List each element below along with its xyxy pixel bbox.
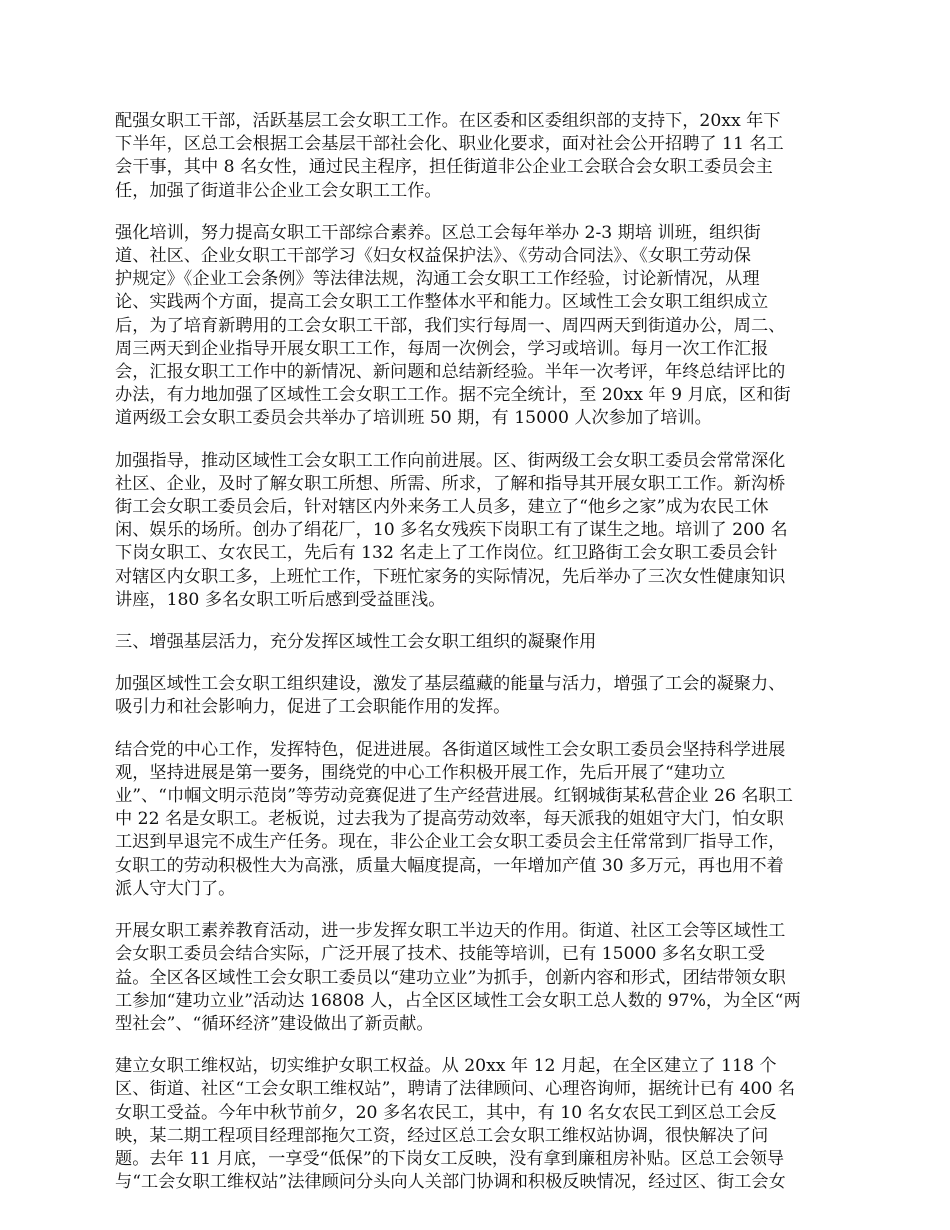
paragraph-quality-education: 开展女职工素养教育活动，进一步发挥女职工半边天的作用。街道、社区工会等区域性工 会女职工委员会结合实际，广泛开展了技术、技能等培训，已有 15000 多名女职工受 益。全区各区域性工会女职工委员以“建功立业”为抓手，创新内容和形式，团结带领女职 工参加“建功立业”活动达 16808 人，占全区区域性工会女职工总人数的 97%，为全区“两 型社会”、“循环经济”建设做出了新贡献。 <box>115 921 801 1034</box>
paragraph-guidance: 加强指导，推动区域性工会女职工工作向前进展。区、街两级工会女职工委员会常常深化 社区、企业，及时了解女职工所想、所需、所求，了解和指导其开展女职工工作。新沟桥 街工会女职工委员会后，针对辖区内外来务工人员多，建立了“他乡之家”成为农民工休 闲、娱乐的场所。创办了绢花厂，10 多名女残疾下岗职工有了谋生之地。培训了 200 名 下岗女职工、女农民工，先后有 132 名走上了工作岗位。红卫路街工会女职工委员会针 对辖区内女职工多，上班忙工作，下班忙家务的实际情况，先后举办了三次女性健康知识 讲座，180 多名女职工听后感到受益匪浅。 <box>115 450 788 610</box>
paragraph-training: 强化培训，努力提高女职工干部综合素养。区总工会每年举办 2-3 期培 训班，组织街 道、社区、企业女职工干部学习《妇女权益保护法》、《劳动合同法》、《女职工劳动保 护规定》《企业工会条例》等法律法规，沟通工会女职工工作经验，讨论新情况，从理 论、实践两个方面，提高工会女职工工作整体水平和能力。区域性工会女职工组织成立 后，为了培育新聘用的工会女职工干部，我们实行每周一、周四两天到街道办公，周二、 周三两天到企业指导开展女职工工作，每周一次例会，学习或培训。每月一次工作汇报 会，汇报女职工工作中的新情况、新问题和总结新经验。半年一次考评，年终总结评比的 办法，有力地加强了区域性工会女职工工作。据不完全统计，至 20xx 年 9 月底，区和街 道两级工会女职工委员会共举办了培训班 50 期，有 15000 人次参加了培训。 <box>115 222 791 429</box>
paragraph-organization-building: 加强区域性工会女职工组织建设，激发了基层蕴藏的能量与活力，增强了工会的凝聚力、 吸引力和社会影响力，促进了工会职能作用的发挥。 <box>115 674 786 718</box>
paragraph-rights-station: 建立女职工维权站，切实维护女职工权益。从 20xx 年 12 月起，在全区建立了 118 个 区、街道、社区“工会女职工维权站”，聘请了法律顾问、心理咨询师，据统计已有 400 名 女职工受益。今年中秋节前夕，20 多名农民工，其中，有 10 名女农民工到区总工会反 映，某二期工程项目经理部拖欠工资，经过区总工会女职工维权站协调，很快解决了问 题。去年 11 月底，一享受“低保”的下岗女工反映，没有拿到廉租房补贴。区总工会领导 与“工会女职工维权站”法律顾问分头向人关部门协调和积极反映情况，经过区、街工会女 <box>115 1056 796 1193</box>
paragraph-party-work: 结合党的中心工作，发挥特色，促进进展。各街道区域性工会女职工委员会坚持科学进展 观，坚持进展是第一要务，围绕党的中心工作积极开展工作，先后开展了“建功立 业”、“巾帼文明示范岗”等劳动竞赛促进了生产经营进展。红钢城街某私营企业 26 名职工 中 22 名是女职工。老板说，过去我为了提高劳动效率，每天派我的姐姐守大门，怕女职 工迟到早退完不成生产任务。现在，非公企业工会女职工委员会主任常常到厂指导工作， 女职工的劳动积极性大为高涨，质量大幅度提高，一年增加产值 30 多万元，再也用不着 派人守大门了。 <box>115 739 793 899</box>
section-heading-three: 三、增强基层活力，充分发挥区域性工会女职工组织的凝聚作用 <box>115 632 597 653</box>
paragraph-women-cadres: 配强女职工干部，活跃基层工会女职工工作。在区委和区委组织部的支持下，20xx 年下 下半年，区总工会根据工会基层干部社会化、职业化要求，面对社会公开招聘了 11 名工 会干事，其中 8 名女性，通过民主程序，担任街道非公企业工会联合会女职工委员会主 任，加强了街道非公企业工会女职工工作。 <box>115 111 784 201</box>
document-body <box>115 110 839 1213</box>
